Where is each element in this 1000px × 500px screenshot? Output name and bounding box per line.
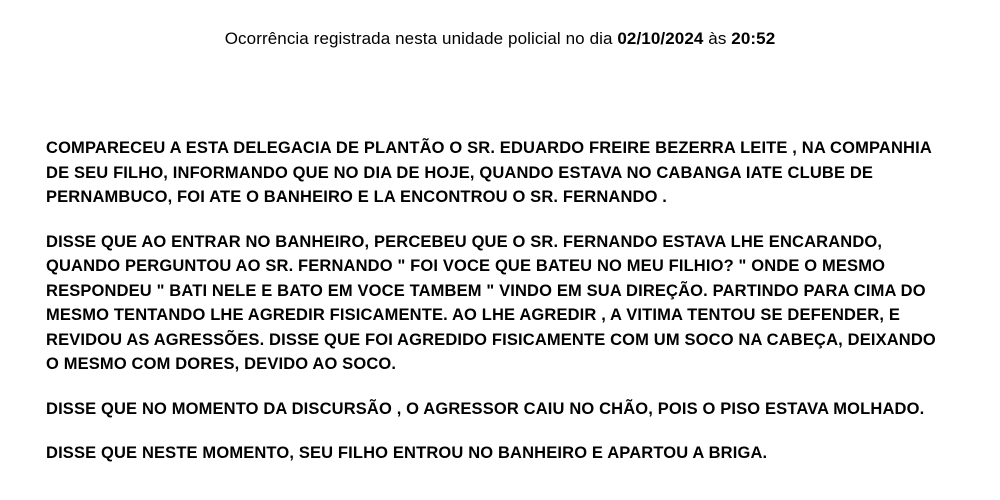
header-middle-text: às	[703, 29, 732, 48]
report-paragraph: COMPARECEU A ESTA DELEGACIA DE PLANTÃO O SR. EDUARDO FREIRE BEZERRA LEITE , NA COMPANHIA DE SEU FILHO, INFORMANDO QUE NO DIA DE HOJE, QUANDO ESTAVA NO CABANGA IATE CLUBE DE PERNAMBUCO, FOI ATE O BANHEIRO E LA ENCONTROU O SR. FERNANDO .	[46, 139, 937, 206]
report-paragraph: DISSE QUE NESTE MOMENTO, SEU FILHO ENTROU NO BANHEIRO E APARTOU A BRIGA.	[46, 444, 768, 462]
header-prefix-text: Ocorrência registrada nesta unidade policial no dia	[224, 29, 618, 48]
registration-time: 20:52	[731, 29, 776, 48]
registration-date: 02/10/2024	[617, 29, 704, 48]
report-body	[46, 136, 946, 466]
registration-header	[0, 28, 1000, 50]
report-paragraph: DISSE QUE AO ENTRAR NO BANHEIRO, PERCEBEU QUE O SR. FERNANDO ESTAVA LHE ENCARANDO, QUANDO PERGUNTOU AO SR. FERNANDO " FOI VOCE QUE BATEU NO MEU FILHIO? " ONDE O MESMO RESPONDEU " BATI NELE E BATO EM VOCE TAMBEM " VINDO EM SUA DIREÇÃO. PARTINDO PARA CIMA DO MESMO TENTANDO LHE AGREDIR FISICAMENTE. AO LHE AGREDIR , A VITIMA TENTOU SE DEFENDER, E REVIDOU AS AGRESSÕES. DISSE QUE FOI AGREDIDO FISICAMENTE COM UM SOCO NA CABEÇA, DEIXANDO O MESMO COM DORES, DEVIDO AO SOCO.	[46, 232, 941, 373]
report-paragraph: DISSE QUE NO MOMENTO DA DISCURSÃO , O AGRESSOR CAIU NO CHÃO, POIS O PISO ESTAVA MOLHADO.	[46, 399, 925, 418]
